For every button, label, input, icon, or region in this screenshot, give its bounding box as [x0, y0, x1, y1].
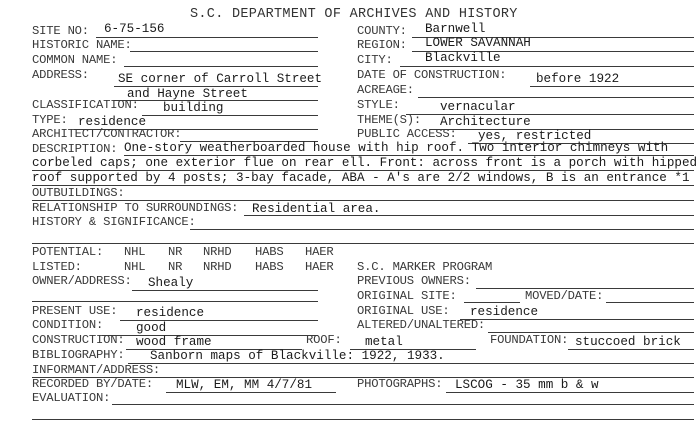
type-value: residence: [78, 115, 147, 129]
theme-label: THEME(S):: [357, 113, 422, 127]
potential-nr: NR: [168, 245, 183, 259]
photographs-line: [446, 392, 694, 393]
listed-nhl: NHL: [124, 260, 146, 274]
acreage-label: ACREAGE:: [357, 83, 414, 97]
site-no-label: SITE NO:: [32, 24, 89, 38]
construction-label: CONSTRUCTION:: [32, 333, 125, 347]
address-line1-value: SE corner of Carroll Street: [118, 72, 323, 86]
public-access-value: yes, restricted: [478, 129, 592, 143]
architect-label: ARCHITECT/CONTRACTOR:: [32, 127, 182, 141]
recorded-value: MLW, EM, MM 4/7/81: [176, 378, 313, 392]
foundation-value: stuccoed brick: [575, 335, 681, 349]
site-no-value: 6-75-156: [104, 22, 165, 36]
classification-label: CLASSIFICATION:: [32, 98, 139, 112]
photographs-value: LSCOG - 35 mm b & w: [455, 378, 599, 392]
date-of-construction-value: before 1922: [536, 72, 620, 86]
informant-label: INFORMANT/ADDRESS:: [32, 363, 161, 377]
historic-name-line: [130, 51, 318, 52]
acreage-line: [418, 97, 694, 98]
style-label: STYLE:: [357, 98, 400, 112]
county-label: COUNTY:: [357, 24, 407, 38]
relationship-label: RELATIONSHIP TO SURROUNDINGS:: [32, 201, 239, 215]
bibliography-line: [128, 363, 694, 364]
common-name-label: COMMON NAME:: [32, 53, 118, 67]
region-value: LOWER SAVANNAH: [425, 36, 531, 50]
city-label: CITY:: [357, 53, 393, 67]
bibliography-label: BIBLIOGRAPHY:: [32, 348, 125, 362]
present-use-label: PRESENT USE:: [32, 304, 118, 318]
construction-value: wood frame: [136, 335, 212, 349]
evaluation-line2: [32, 419, 694, 420]
address-label: ADDRESS:: [32, 68, 89, 82]
roof-label: ROOF:: [306, 333, 342, 347]
description-line3-value: roof supported by 4 posts; 3-bay facade, ABA - A's are 2/2 windows, B is an entrance *1: [32, 171, 690, 185]
owner-address-line2: [32, 301, 318, 302]
relationship-value: Residential area.: [252, 202, 381, 216]
owner-address-value: Shealy: [148, 276, 194, 290]
marker-program-label: S.C. MARKER PROGRAM: [357, 260, 493, 274]
condition-label: CONDITION:: [32, 318, 104, 332]
relationship-line: [244, 215, 694, 216]
condition-value: good: [136, 321, 167, 335]
potential-haer: HAER: [305, 245, 334, 259]
common-name-line: [124, 66, 318, 67]
owner-address-line1: [132, 290, 318, 291]
historic-name-label: HISTORIC NAME:: [32, 38, 132, 52]
listed-nrhd: NRHD: [203, 260, 232, 274]
recorded-line: [166, 392, 336, 393]
listed-label: LISTED:: [32, 260, 82, 274]
potential-nrhd: NRHD: [203, 245, 232, 259]
region-label: REGION:: [357, 38, 407, 52]
address-line2-value: and Hayne Street: [127, 87, 248, 101]
altered-label: ALTERED/UNALTERED:: [357, 318, 486, 332]
foundation-label: FOUNDATION:: [490, 333, 569, 347]
present-use-value: residence: [136, 306, 205, 320]
history-line1: [190, 229, 694, 230]
listed-haer: HAER: [305, 260, 334, 274]
form-header: S.C. DEPARTMENT OF ARCHIVES AND HISTORY: [190, 7, 518, 22]
theme-value: Architecture: [440, 115, 531, 129]
listed-habs: HABS: [255, 260, 284, 274]
date-of-construction-line: [530, 86, 694, 87]
previous-owners-label: PREVIOUS OWNERS:: [357, 274, 471, 288]
original-use-value: residence: [470, 305, 539, 319]
county-value: Barnwell: [425, 22, 486, 36]
bibliography-value: Sanborn maps of Blackville: 1922, 1933.: [150, 349, 445, 363]
city-value: Blackville: [425, 51, 501, 65]
style-value: vernacular: [440, 100, 516, 114]
classification-value: building: [163, 101, 224, 115]
original-use-label: ORIGINAL USE:: [357, 304, 450, 318]
classification-line: [142, 115, 318, 116]
potential-habs: HABS: [255, 245, 284, 259]
evaluation-label: EVALUATION:: [32, 391, 111, 405]
original-use-line: [460, 319, 694, 320]
description-line3: [32, 185, 694, 186]
city-line: [400, 66, 694, 67]
photographs-label: PHOTOGRAPHS:: [357, 377, 443, 391]
original-site-line: [464, 302, 520, 303]
evaluation-line1: [112, 404, 694, 405]
type-label: TYPE:: [32, 113, 68, 127]
history-line2: [32, 243, 694, 244]
listed-nr: NR: [168, 260, 183, 274]
history-label: HISTORY & SIGNIFICANCE:: [32, 215, 196, 229]
potential-nhl: NHL: [124, 245, 146, 259]
foundation-line: [568, 349, 694, 350]
description-label: DESCRIPTION:: [32, 142, 118, 156]
public-access-label: PUBLIC ACCESS:: [357, 127, 457, 141]
moved-date-label: MOVED/DATE:: [525, 289, 604, 303]
potential-label: POTENTIAL:: [32, 245, 104, 259]
description-line2-value: corbeled caps; one exterior flue on rear ell. Front: across front is a porch with hipped: [32, 156, 698, 170]
moved-date-line: [606, 302, 694, 303]
date-of-construction-label: DATE OF CONSTRUCTION:: [357, 68, 507, 82]
outbuildings-label: OUTBUILDINGS:: [32, 186, 125, 200]
description-line1-value: One-story weatherboarded house with hip roof. Two interior chimneys with: [124, 141, 669, 155]
original-site-label: ORIGINAL SITE:: [357, 289, 457, 303]
recorded-label: RECORDED BY/DATE:: [32, 377, 153, 391]
owner-address-label: OWNER/ADDRESS:: [32, 274, 132, 288]
roof-value: metal: [365, 335, 403, 349]
